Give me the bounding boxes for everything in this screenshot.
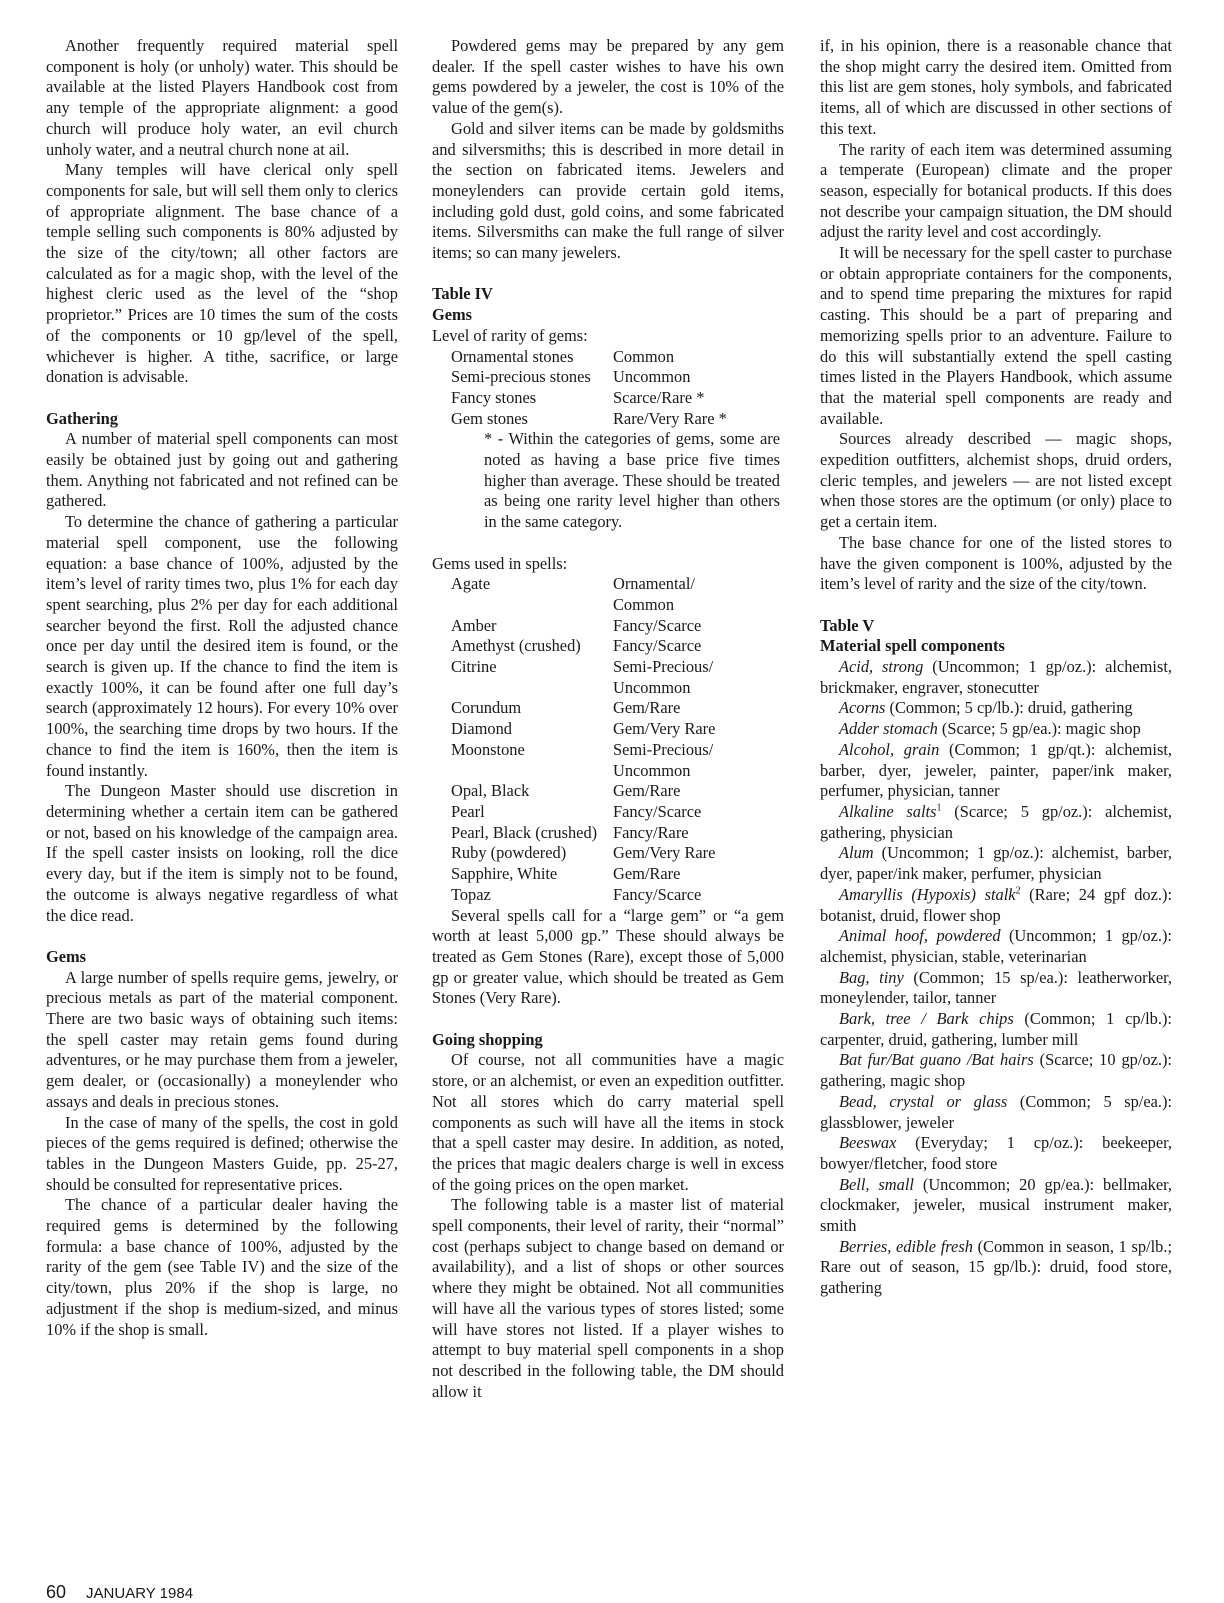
list-item [820, 1237, 1172, 1299]
rarity-level: Uncommon [613, 367, 691, 387]
component-details: (Common in season, 1 sp/lb.; Rare out of season, 15 gp/lb.): druid, food store, gathering [820, 1236, 1173, 1298]
component-name: Amaryllis (Hypoxis) stalk [839, 884, 1016, 904]
component-name: Animal hoof, powdered [839, 926, 1001, 946]
paragraph: The chance of a particular dealer having the required gems is determined by the following formula: a base chance of 100%, adjusted by the rarity of the gem (see Table IV) and the size of the city/town, plus 20% if the shop is large, no adjustment if the shop is medium-sized, and minus 10% if the shop is small. [46, 1195, 398, 1339]
table-row [432, 781, 784, 802]
paragraph: The rarity of each item was determined assuming a temperate (European) climate and the proper season, especially for botanical products. If this does not describe your campaign situation, the DM should adjust the rarity level and cost accordingly. [820, 139, 1172, 242]
paragraph: Powdered gems may be prepared by any gem dealer. If the spell caster wishes to have his own gems powdered by a jeweler, the cost is 10% of the value of the gem(s). [432, 36, 784, 118]
list-item [820, 885, 1172, 926]
table-row [432, 698, 784, 719]
component-details: (Uncommon; 1 gp/oz.): alchemist, physician, stable, veterinarian [820, 926, 1172, 966]
component-name: Bat fur/Bat guano /Bat hairs [839, 1050, 1034, 1070]
gem-rarity-line: Uncommon [613, 677, 691, 697]
paragraph: A number of material spell components can most easily be obtained just by going out and gathering them. Anything not fabricated and not refined can be gathered. [46, 429, 398, 511]
table-row [432, 823, 784, 844]
gem-rarity-line: Semi-Precious/ [613, 739, 714, 759]
paragraph: Sources already described — magic shops, expedition outfitters, alchemist shops, druid orders, cleric temples, and jewelers — are not listed except when those stores are the optimum (or only) place to get a certain item. [820, 429, 1172, 532]
table-iv-subtitle: Gems [432, 305, 473, 325]
gem-name: Pearl, Black (crushed) [451, 822, 598, 842]
paragraph: Several spells call for a “large gem” or “a gem worth at least 5,000 gp.” These should always be treated as Gem Stones (Rare), except those of 5,000 gp or greater value, which should be treated as Gem Stones (Very Rare). [432, 905, 784, 1008]
gem-rarity-line: Common [613, 594, 675, 614]
page-number: 60 [46, 1582, 67, 1602]
table-row [432, 636, 784, 657]
gem-name: Ruby (powdered) [451, 843, 567, 863]
paragraph: The base chance for one of the listed stores to have the given component is 100%, adjusted by the item’s level of rarity and the size of the city/town. [820, 532, 1172, 594]
gem-rarity: Fancy/Rare [613, 822, 689, 842]
gem-rarity: Fancy/Scarce [613, 636, 702, 656]
table-row [432, 843, 784, 864]
gem-rarity: Fancy/Scarce [613, 801, 702, 821]
component-details: (Scarce; 5 gp/oz.): alchemist, gathering, physician [820, 802, 1172, 842]
issue-date: JANUARY 1984 [86, 1585, 194, 1602]
gem-rarity [613, 657, 784, 698]
table-row [432, 409, 784, 430]
gem-category: Semi-precious stones [451, 367, 591, 387]
table-row [432, 616, 784, 637]
section-heading-going-shopping: Going shopping [432, 1029, 543, 1049]
component-name: Bell, small [839, 1174, 914, 1194]
rarity-level: Scarce/Rare * [613, 387, 705, 407]
component-name: Beeswax [839, 1133, 897, 1153]
gem-rarity: Gem/Rare [613, 781, 681, 801]
table-row [432, 367, 784, 388]
column-3 [820, 36, 1172, 1299]
table-row [432, 657, 784, 698]
list-item [820, 740, 1172, 802]
gem-category: Ornamental stones [451, 346, 574, 366]
paragraph: The following table is a master list of material spell components, their level of rarity, their “normal” cost (perhaps subject to change based on demand or availability), and a list of shops or other sources where they might be obtained. Not all communities will have all the various types of stores listed; some will have stores not listed. If a player wishes to attempt to buy material spell components in a shop not described in the following table, the DM should allow it [432, 1195, 784, 1401]
gem-rarity: Gem/Very Rare [613, 719, 716, 739]
table-v-subtitle: Material spell components [820, 636, 1005, 656]
component-details: (Common; 15 sp/ea.): leatherworker, moneylender, tailor, tanner [820, 967, 1172, 1008]
list-item [820, 1009, 1172, 1050]
list-item [820, 802, 1172, 843]
paragraph: In the case of many of the spells, the cost in gold pieces of the gems required is defined; otherwise the tables in the Dungeon Masters Guide, pp. 25-27, should be consulted for representative prices. [46, 1112, 398, 1194]
gem-name: Corundum [451, 698, 522, 718]
component-details: (Rare; 24 gpf doz.): botanist, druid, flower shop [820, 884, 1172, 925]
list-item [820, 1092, 1172, 1133]
table-row [432, 864, 784, 885]
component-name: Bead, crystal or glass [839, 1091, 1008, 1111]
table-v-title: Table V [820, 615, 875, 635]
component-name: Acorns [839, 698, 886, 718]
footnote-marker: 1 [936, 802, 942, 814]
gem-rarity: Gem/Rare [613, 864, 681, 884]
paragraph: Of course, not all communities have a magic store, or an alchemist, or even an expedition outfitter. Not all stores which do carry material spell components as such will have all the items in stock that a spell caster may desire. In addition, as noted, the prices that magic dealers charge is well in excess of the going prices on the open market. [432, 1050, 784, 1194]
gem-rarity-line: Ornamental/ [613, 574, 695, 594]
column-1 [46, 36, 398, 1340]
component-name: Berries, edible fresh [839, 1236, 973, 1256]
list-item [820, 968, 1172, 1009]
component-details: (Common; 1 cp/lb.): carpenter, druid, gathering, lumber mill [820, 1009, 1172, 1049]
gem-name: Topaz [451, 884, 491, 904]
table-row [432, 574, 784, 615]
paragraph: The Dungeon Master should use discretion in determining whether a certain item can be gathered or not, based on his knowledge of the campaign area. If the spell caster insists on looking, roll the dice every day, but if the item is simply not to be found, the outcome is always negative regardless of what the dice read. [46, 781, 398, 925]
table-row [432, 802, 784, 823]
gem-rarity: Fancy/Scarce [613, 615, 702, 635]
table-iv-title: Table IV [432, 284, 493, 304]
component-name: Alcohol, grain [839, 739, 940, 759]
rarity-footnote: * - Within the categories of gems, some are noted as having a base price five times higher than average. These should be treated as being one rarity level higher than others in the same category. [484, 429, 780, 532]
component-details: (Uncommon; 1 gp/oz.): alchemist, brickmaker, engraver, stonecutter [820, 657, 1173, 697]
list-item [820, 843, 1172, 884]
paragraph: To determine the chance of gathering a particular material spell component, use the following equation: a base chance of 100%, adjusted by the item’s level of rarity times two, plus 1% for each day spent searching, plus 2% per day for each additional searcher beyond the first. Roll the adjusted chance once per day until the desired item is found, or the search is given up. If the chance to find the item is exactly 100%, it can be found after one full day’s search (approximately 12 hours). For every 10% over 100%, the searching time drops by two hours. If the chance to find the item is 160%, then the item is found instantly. [46, 512, 398, 780]
components-list [820, 657, 1172, 1299]
component-details: (Common; 5 sp/ea.): glassblower, jeweler [820, 1091, 1172, 1132]
section-heading-gems: Gems [46, 946, 87, 966]
gem-category: Gem stones [451, 408, 528, 428]
table-row [432, 388, 784, 409]
table-row [432, 719, 784, 740]
list-item [820, 657, 1172, 698]
component-details: (Common; 1 gp/qt.): alchemist, barber, dyer, jeweler, painter, paper/ink maker, perfumer, physician, tanner [820, 739, 1172, 801]
gem-rarity: Gem/Very Rare [613, 843, 716, 863]
list-item [820, 719, 1172, 740]
paragraph: It will be necessary for the spell caster to purchase or obtain appropriate containers for the components, and to spend time preparing the mixtures for rapid casting. This should be a part of preparing and memorizing spells prior to an adventure. Failure to do this will substantially extend the spell casting times listed in the Players Handbook, which assume that the material spell components are ready and available. [820, 243, 1172, 428]
rarity-heading: Level of rarity of gems: [432, 325, 588, 345]
component-details: (Scarce; 5 gp/ea.): magic shop [937, 719, 1141, 739]
paragraph: Gold and silver items can be made by goldsmiths and silversmiths; this is described in more detail in the section on fabricated items. Jewelers and moneylenders can provide certain gold items, including gold dust, gold coins, and some fabricated items. Silversmiths can make the full range of silver items; so can many jewelers. [432, 118, 784, 263]
gem-rarity [613, 740, 784, 781]
gem-name: Amethyst (crushed) [451, 636, 581, 656]
rarity-table [432, 347, 784, 430]
gem-name: Diamond [451, 719, 513, 739]
table-row [432, 347, 784, 368]
component-name: Acid, strong [839, 657, 924, 677]
component-details: (Uncommon; 1 gp/oz.): alchemist, barber, dyer, paper/ink maker, perfumer, physician [820, 843, 1172, 884]
table-row [432, 740, 784, 781]
gem-name: Agate [451, 574, 491, 594]
footnote-marker: 2 [1015, 885, 1021, 897]
list-item [820, 926, 1172, 967]
table-row [432, 885, 784, 906]
gem-name: Opal, Black [451, 781, 530, 801]
gem-rarity [613, 574, 784, 615]
gem-category: Fancy stones [451, 387, 537, 407]
component-name: Adder stomach [839, 719, 938, 739]
list-item [820, 1133, 1172, 1174]
column-2 [432, 36, 784, 1402]
list-item [820, 698, 1172, 719]
rarity-level: Rare/Very Rare * [613, 408, 727, 428]
component-details: (Everyday; 1 cp/oz.): beekeeper, bowyer/fletcher, food store [820, 1133, 1172, 1173]
gem-name: Citrine [451, 657, 497, 677]
rarity-level: Common [613, 346, 675, 366]
gems-table [432, 574, 784, 905]
paragraph: Another frequently required material spell component is holy (or unholy) water. This should be available at the listed Players Handbook cost from any temple of the appropriate alignment: a good church will produce holy water, an evil church unholy water, and a neutral church none at ail. [46, 36, 398, 159]
gem-rarity-line: Semi-Precious/ [613, 657, 714, 677]
gem-rarity: Gem/Rare [613, 698, 681, 718]
gem-rarity: Fancy/Scarce [613, 884, 702, 904]
component-name: Alkaline salts [839, 802, 937, 821]
paragraph: A large number of spells require gems, jewelry, or precious metals as part of the material component. There are two basic ways of obtaining such items: the spell caster may retain gems found during adventures, or he may purchase them from a jeweler, gem dealer, or (occasionally) a moneylender who assays and deals in precious stones. [46, 967, 398, 1111]
paragraph: if, in his opinion, there is a reasonable chance that the shop might carry the desired item. Omitted from this list are gem stones, holy symbols, and fabricated items, all of which are discussed in other sections of this text. [820, 36, 1172, 138]
component-name: Bag, tiny [839, 967, 904, 987]
component-details: (Scarce; 10 gp/oz.): gathering, magic shop [820, 1050, 1172, 1091]
gem-rarity-line: Uncommon [613, 760, 691, 780]
component-name: Alum [839, 843, 874, 863]
list-item [820, 1175, 1172, 1237]
gem-name: Amber [451, 615, 497, 635]
component-name: Bark, tree / Bark chips [839, 1009, 1014, 1029]
gem-name: Pearl [451, 801, 485, 821]
list-item [820, 1050, 1172, 1091]
component-details: (Uncommon; 20 gp/ea.): bellmaker, clockmaker, jeweler, musical instrument maker, smith [820, 1174, 1172, 1236]
gems-used-heading: Gems used in spells: [432, 553, 568, 573]
component-details: (Common; 5 cp/lb.): druid, gathering [885, 698, 1133, 718]
gem-name: Sapphire, White [451, 864, 558, 884]
gem-name: Moonstone [451, 739, 525, 759]
paragraph: Many temples will have clerical only spell components for sale, but will sell them only to clerics of appropriate alignment. The base chance of a temple selling such components is 80% adjusted by the size of the city/town; all other factors are calculated as for a magic shop, with the level of the highest cleric used as the level of the “shop proprietor.” Prices are 10 times the sum of the costs of the components or 10 gp/level of the spell, whichever is higher. A tithe, sacrifice, or large donation is advisable. [46, 160, 398, 387]
section-heading-gathering: Gathering [46, 408, 118, 428]
